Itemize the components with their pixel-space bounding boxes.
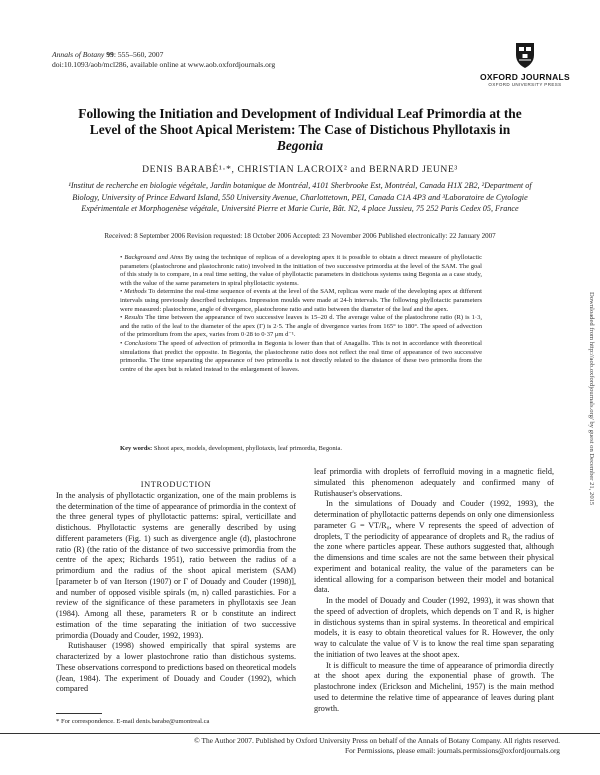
affiliations: ¹Institut de recherche en biologie végétale, Jardin botanique de Montréal, 4101 Sherbrooke Est, Montréal, Canada H1X 2B2, ²Department of Biology, University of Prince Edward Island, 550 University Avenue, Charlottetown, PEI, Canada C1A 4P3 and ³Laboratoire de Cytologie Expérimentale et Morphogenèse végétale, Université Pierre et Marie Curie, Bât. N2, 4 place Jussieu, 75 252 Paris Cedex 05, France — [68, 181, 532, 213]
doi-line: doi:10.1093/aob/mcl286, available online at www.aob.oxfordjournals.org — [52, 60, 276, 69]
body-paragraph: In the analysis of phyllotactic organization, one of the main problems is the determination of the time of appearance of primordia in the context of the three general types of phyllotactic patterns: spiral, verticillate and distichous. Phyllotactic systems are generally described by using different parameters (Fig. 1) such as divergence angle (d), plastochrone ratio (R) (the ratio of the distance of two successive primordia from the centre of the apex; Richards 1951), ratio between the radius of a primordium and the radius of the shoot apical meristem (SAM) [parameter b of van Iterson (1907) or Γ of Douady and Couder (1998)], and number of opposed visible spirals (m, n) called parastichies. For a review of the significance of these parameters in phyllotaxis see Jean (1984). Among all these, parameters R or b constitute an indirect estimation of the time separating the initiation of two successive primordia (Douady and Couder, 1992, 1993). — [56, 490, 296, 640]
correspondence-footnote: * For correspondence. E-mail denis.barabe@umontreal.ca — [56, 718, 210, 725]
journal-citation — [52, 50, 275, 60]
article-title — [70, 106, 530, 154]
publisher-name: OXFORD JOURNALS — [480, 72, 570, 82]
keywords-label: Key words: — [120, 445, 153, 452]
keywords-text: Shoot apex, models, development, phyllotaxis, leaf primordia, Begonia. — [152, 445, 343, 452]
journal-header — [52, 50, 275, 70]
abstract-label: • Results — [120, 314, 144, 322]
author-list: DENIS BARABÉ¹·*, CHRISTIAN LACROIX² and BERNARD JEUNE³ — [142, 164, 458, 175]
abstract-text: By using the technique of replicas of a developing apex it is possible to obtain a direct measure of phyllotactic parameters (plastochrone and plastochronic ratio) involved in the initiation of two successive primordia at the level of the SAM. The goal of this study is to compare, in a real time setting, the value of phyllotactic parameters in distichous systems using Begonia as a case study, with the value of the same parameters in spiral phyllotactic systems. — [120, 254, 482, 287]
right-column — [314, 467, 554, 714]
abstract-text: The speed of advection of primordia in Begonia is lower than that of Anagallis. This is not in accordance with theoretical simulations that predict the opposite. In Begonia, the plastochrone ratio does not reflect the real time of appearance of two successive primordia. The time separating the appearance of two primordia is not directly related to the distance of these two primordia from the centre of the apex but is related instead to the enlargement of leaves. — [120, 339, 482, 373]
publisher-logo — [470, 40, 580, 87]
body-paragraph: It is difficult to measure the time of appearance of primordia directly at the shoot apex during the exponential phase of growth. The plastochrone index (Erickson and Michelini, 1957) is the main method used to determine the relative time of appearance of leaves during plant growth. — [314, 660, 554, 713]
abstract-methods — [120, 288, 482, 314]
abstract-text: To determine the real-time sequence of events at the level of the SAM, replicas were made of the developing apex at different intervals using previously described techniques. Impression moulds were made at 24-h intervals. The following phyllotactic parameters were measured: plastochrone, angle of divergence, plastochrone ratio and ratio between the diameter of the leaf and the apex. — [120, 288, 482, 313]
footnote-rule — [56, 713, 102, 714]
keywords — [120, 445, 500, 452]
journal-pages: : 555–560, 2007 — [113, 50, 164, 59]
section-heading: INTRODUCTION — [140, 480, 212, 489]
journal-volume: 99 — [106, 50, 114, 59]
abstract-background — [120, 254, 482, 288]
body-paragraph: In the simulations of Douady and Couder (1992, 1993), the determination of phyllotactic patterns depends on only one dimensionless parameter G = VT/R₀, where V represents the speed of advection of droplets, T the periodicity of appearance of droplets and R₀ the radius of the zone where particles appear. These authors suggested that, although the dimensions and time scales are not the same between their physical experiment and botanical reality, the value of the parameters can be identical allowing for a comparison between their model and botanical data. — [314, 499, 554, 595]
body-paragraph: leaf primordia with droplets of ferrofluid moving in a magnetic field, simulated this phenomenon adequately and confirmed many of Rutishauser's observations. — [314, 467, 554, 498]
download-note: Downloaded from http://aob.oxfordjournals.org/ by guest on December 21, 2015 — [588, 292, 595, 506]
publication-dates: Received: 8 September 2006 Revision requested: 18 October 2006 Accepted: 23 November 2006 Published electronically: 22 January 2007 — [104, 232, 496, 240]
left-column — [56, 480, 296, 695]
abstract — [120, 254, 482, 374]
journal-name: Annals of Botany — [52, 50, 105, 59]
title-text: Following the Initiation and Development of Individual Leaf Primordia at the Level of the Shoot Apical Meristem: The Case of Distichous Phyllotaxis in — [78, 106, 522, 137]
title-genus: Begonia — [276, 138, 324, 153]
abstract-results — [120, 314, 482, 340]
footer-rule — [0, 733, 600, 734]
abstract-label: • Conclusions — [120, 339, 157, 347]
body-paragraph: Rutishauser (1998) showed empirically that spiral systems are characterized by a lower plastochrone ratio than distichous systems. These observations correspond to predictions based on theoretical models (Jean, 1984). The experiment of Douady and Couder (1992), which compared — [56, 641, 296, 694]
abstract-label: • Methods — [120, 288, 147, 296]
copyright-line: © The Author 2007. Published by Oxford University Press on behalf of the Annals of Botany Company. All rights reserved. — [194, 736, 560, 745]
abstract-label: • Background and Aims — [120, 254, 184, 261]
oxford-crest-icon — [510, 40, 540, 70]
body-paragraph: In the model of Douady and Couder (1992, 1993), it was shown that the speed of advection of droplets, which depends on T and R, is higher in distichous systems than in spiral systems. In theoretical and empirical models, it is easy to obtain theoretical values for R. However, the only way to calculate the value of V is to know the real time span separating the initiation of two leaves at the shoot apex. — [314, 596, 554, 659]
copyright-notice — [100, 736, 560, 756]
abstract-conclusions — [120, 340, 482, 374]
permissions-line: For Permissions, please email: journals.permissions@oxfordjournals.org — [344, 746, 560, 755]
abstract-text: The time between the appearance of two successive leaves is 15–20 d. The average value of the plastochrone ratio (R) is 1·3, and the ratio of the leaf to the diameter of the apex (Γ) is 2·5. The angle of divergence varies from 165° to 180°. The speed of advection of the primordium from the apex, varies from 0·28 to 0·37 μm d⁻¹. — [120, 314, 482, 339]
download-watermark — [586, 292, 596, 632]
publisher-subname: OXFORD UNIVERSITY PRESS — [488, 82, 562, 87]
